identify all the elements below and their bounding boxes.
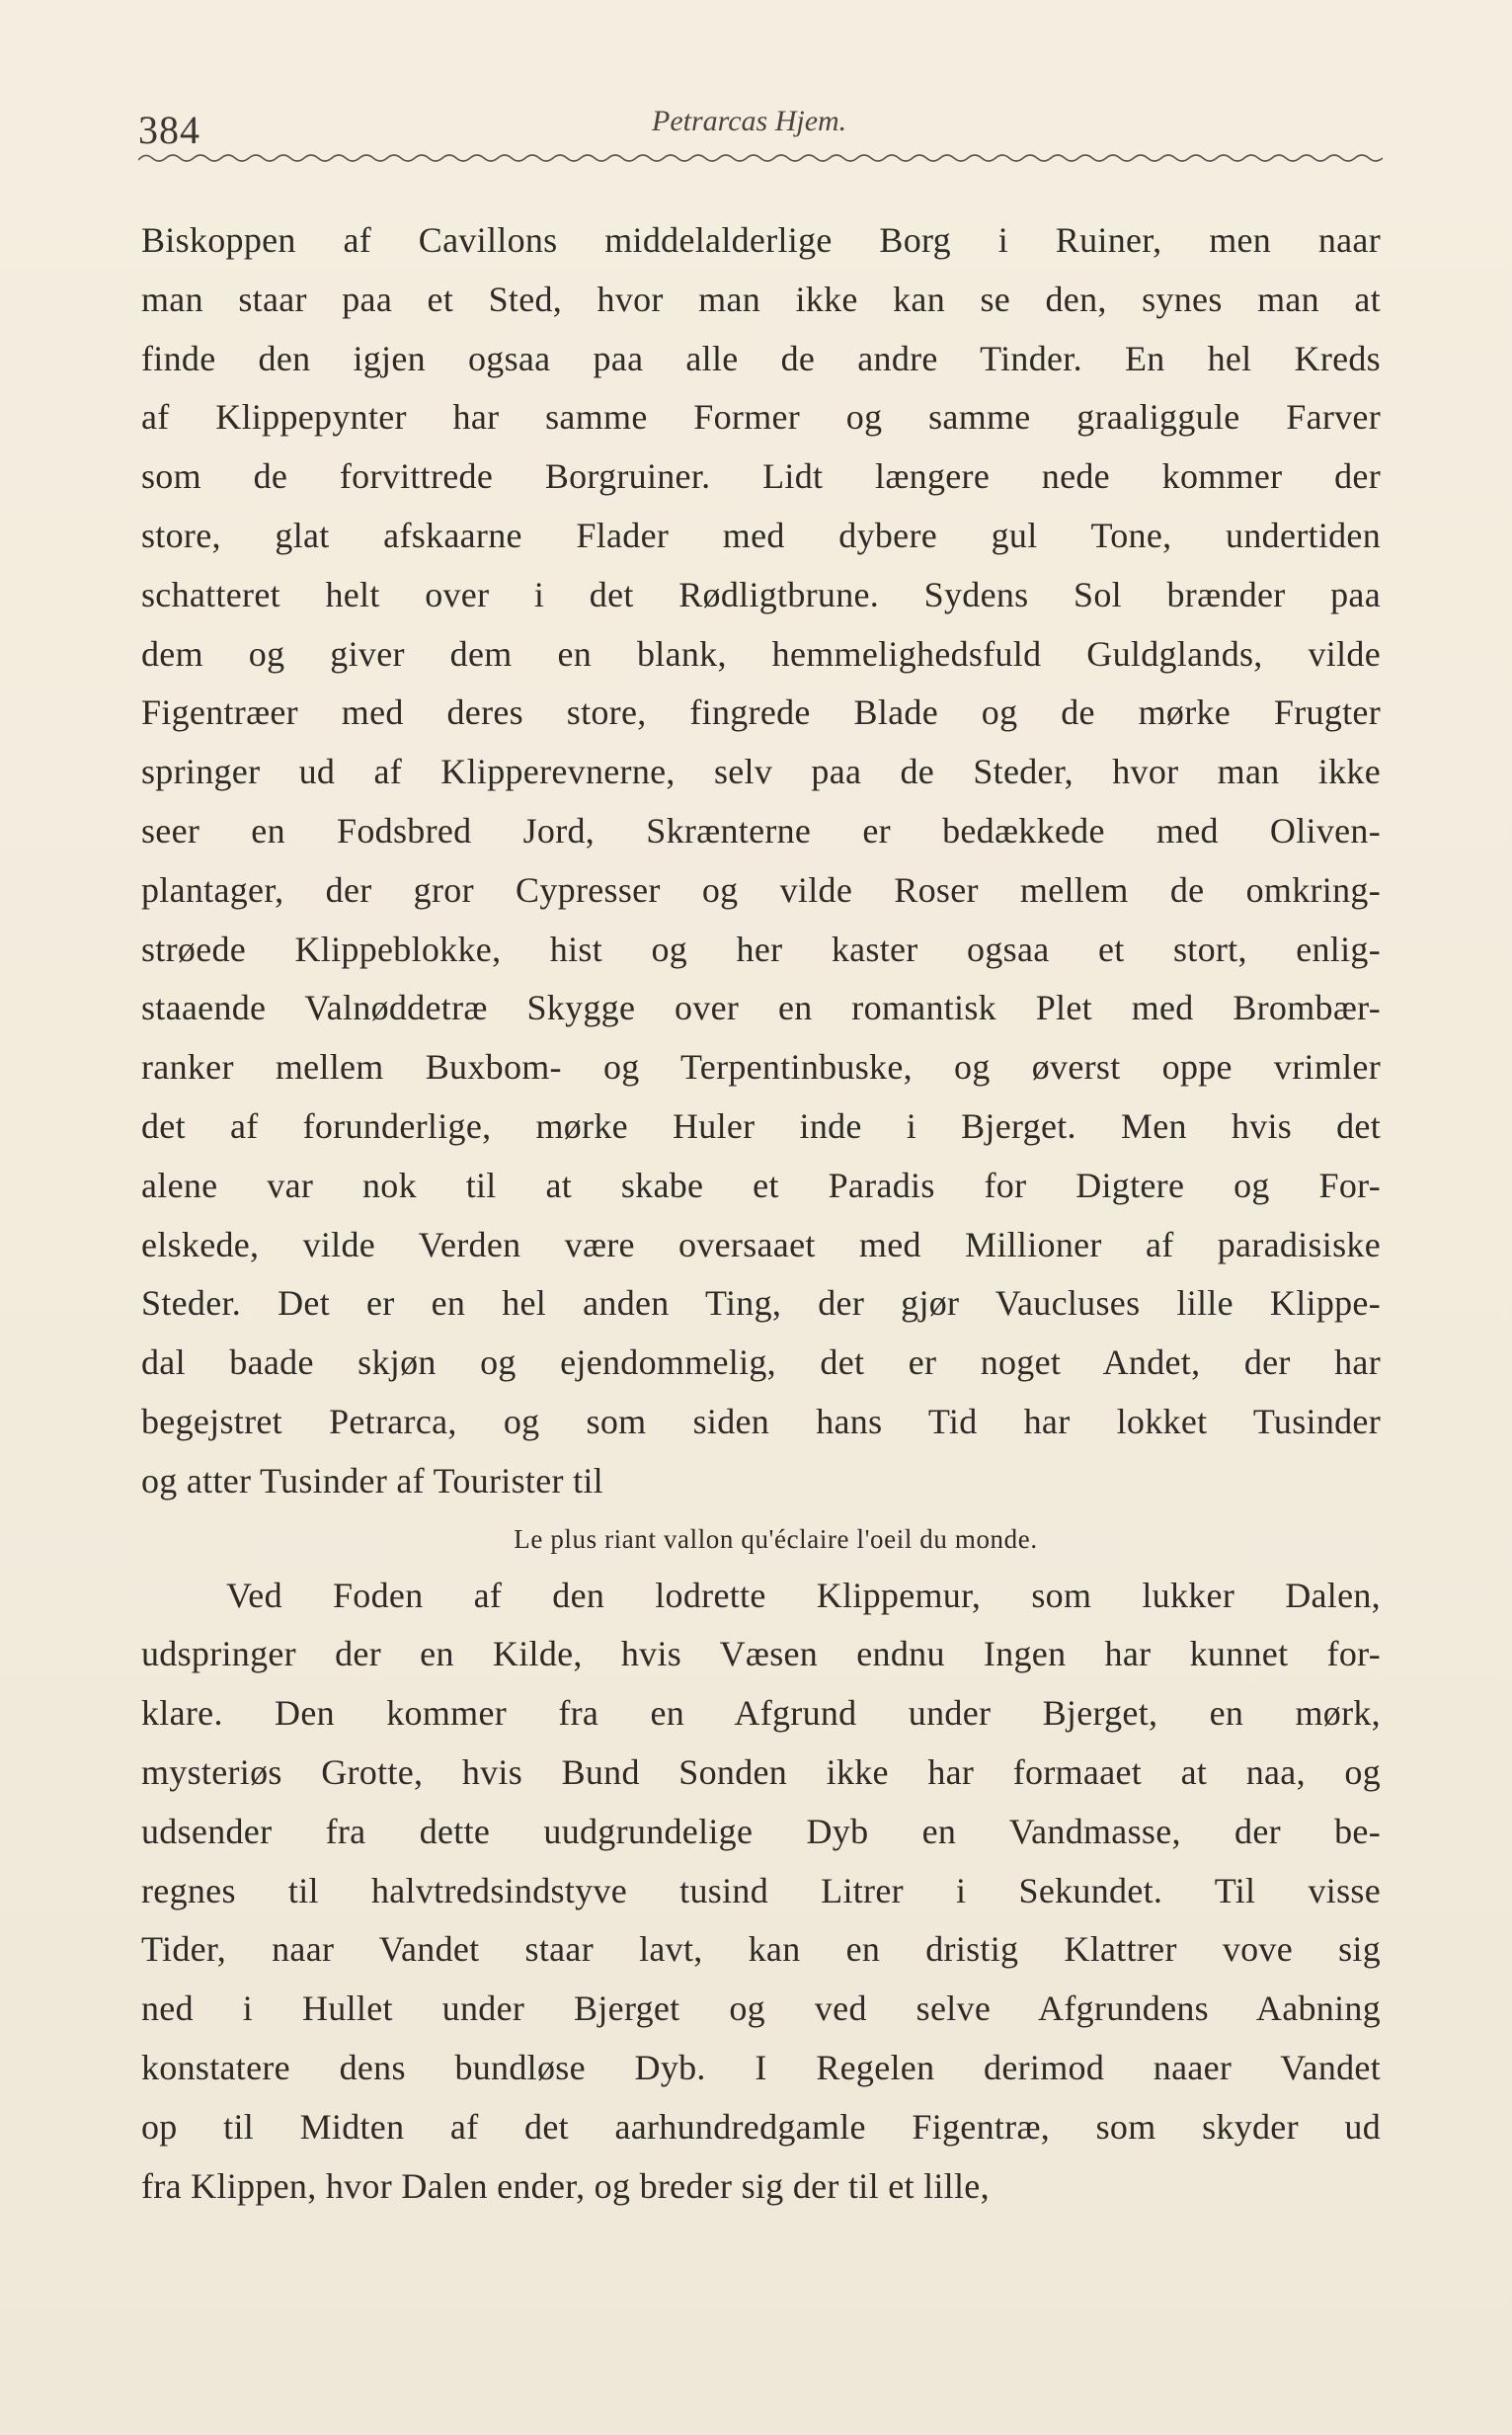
body-text [141,211,1381,2216]
text-line: finde den igjen ogsaa paa alle de andre Tinder. En hel Kreds [141,338,1381,378]
text-line: alene var nok til at skabe et Paradis for Digtere og For- [141,1165,1381,1205]
text-line: som de forvittrede Borgruiner. Lidt længere nede kommer der [141,456,1381,497]
text-line: konstatere dens bundløse Dyb. I Regelen derimod naaer Vandet [141,2047,1381,2087]
text-line: af Klippepynter har samme Former og samme graaliggule Farver [141,397,1381,438]
decorative-wavy-rule [138,148,1383,168]
text-line: Biskoppen af Cavillons middelalderlige Borg i Ruiner, men naar [141,220,1381,260]
text-line: dal baade skjøn og ejendommelig, det er noget Andet, der har [141,1342,1381,1383]
text-line: schatteret helt over i det Rødligtbrune. Sydens Sol brænder paa [141,574,1381,614]
text-line: Ved Foden af den lodrette Klippemur, som lukker Dalen, [226,1575,1381,1615]
text-line: udspringer der en Kilde, hvis Væsen endnu Ingen har kunnet for- [141,1634,1381,1674]
paragraph-1 [141,211,1381,1511]
text-line: ned i Hullet under Bjerget og ved selve Afgrundens Aabning [141,1989,1381,2029]
text-line: begejstret Petrarca, og som siden hans Tid har lokket Tusinder [141,1401,1381,1441]
text-line: udsender fra dette uudgrundelige Dyb en Vandmasse, der be- [141,1811,1381,1851]
text-line: det af forunderlige, mørke Huler inde i Bjerget. Men hvis det [141,1105,1381,1146]
verse-quote: Le plus riant vallon qu'éclaire l'oeil du monde. [514,1523,1038,1554]
text-line: dem og giver dem en blank, hemmelighedsfuld Guldglands, vilde [141,633,1381,674]
text-line: op til Midten af det aarhundredgamle Figentræ, som skyder ud [141,2106,1381,2147]
text-line: Tider, naar Vandet staar lavt, kan en dristig Klattrer vove sig [141,1929,1381,1970]
text-line: seer en Fodsbred Jord, Skrænterne er bedækkede med Oliven- [141,810,1381,851]
page-header [138,97,1383,156]
text-line: og atter Tusinder af Tourister til [141,1460,603,1501]
text-line: regnes til halvtredsindstyve tusind Litrer i Sekundet. Til visse [141,1870,1381,1910]
text-line: elskede, vilde Verden være oversaaet med Millioner af paradisiske [141,1224,1381,1264]
text-line: springer ud af Klipperevnerne, selv paa de Steder, hvor man ikke [141,752,1381,792]
page-number: 384 [138,108,200,152]
text-line: store, glat afskaarne Flader med dybere gul Tone, undertiden [141,515,1381,555]
text-line: man staar paa et Sted, hvor man ikke kan se den, synes man at [141,279,1381,319]
text-line: staaende Valnøddetræ Skygge over en romantisk Plet med Brombær- [141,988,1381,1028]
running-title: Petrarcas Hjem. [652,105,847,137]
paragraph-2 [141,1567,1381,2217]
text-line: klare. Den kommer fra en Afgrund under Bjerget, en mørk, [141,1693,1381,1734]
text-line: strøede Klippeblokke, hist og her kaster ogsaa et stort, enlig- [141,929,1381,969]
text-line: Steder. Det er en hel anden Ting, der gjør Vaucluses lille Klippe- [141,1283,1381,1324]
text-line: fra Klippen, hvor Dalen ender, og breder sig der til et lille, [141,2165,990,2206]
text-line: Figentræer med deres store, fingrede Blade og de mørke Frugter [141,692,1381,733]
text-line: mysteriøs Grotte, hvis Bund Sonden ikke har formaaet at naa, og [141,1751,1381,1792]
text-line: ranker mellem Buxbom- og Terpentinbuske, og øverst oppe vrimler [141,1047,1381,1088]
text-line: plantager, der gror Cypresser og vilde Roser mellem de omkring- [141,869,1381,910]
